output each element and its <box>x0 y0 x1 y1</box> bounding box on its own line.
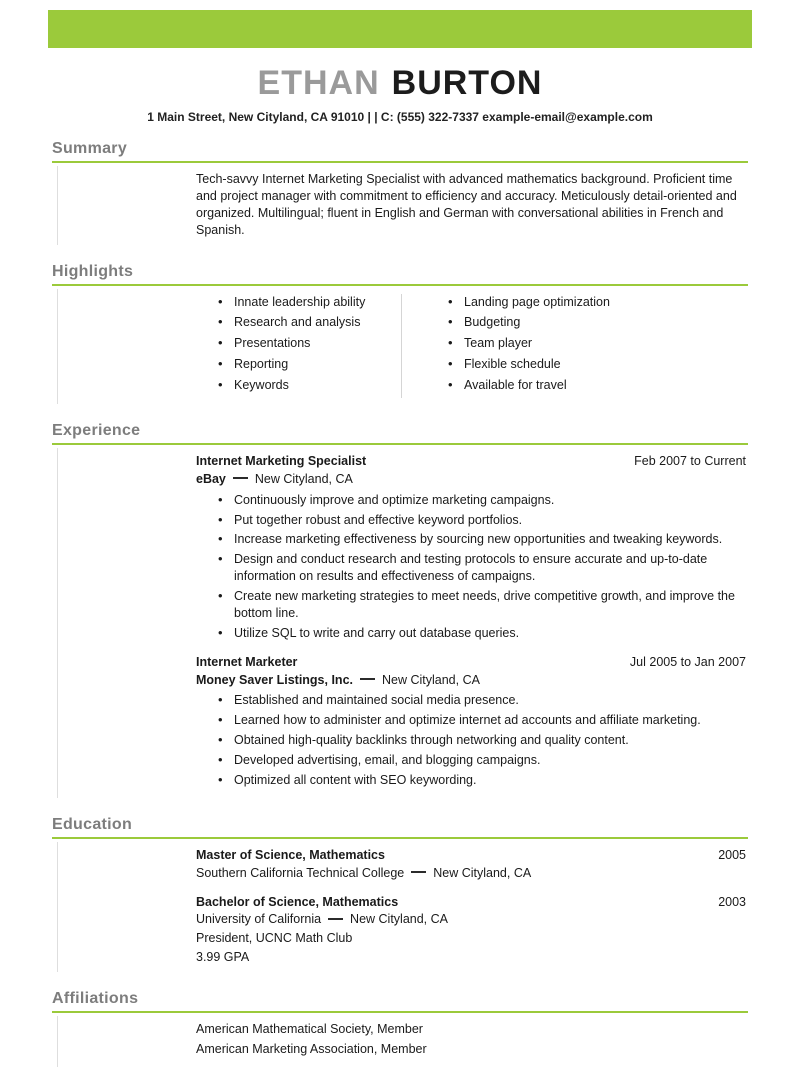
degree-header <box>196 847 746 864</box>
affiliations-vline <box>57 1016 58 1067</box>
degree-year: 2003 <box>718 894 746 909</box>
company-location: New Cityland, CA <box>254 471 353 486</box>
highlight-item: • Flexible schedule <box>446 356 610 373</box>
affiliations-body <box>52 1013 748 1069</box>
highlight-item: • Team player <box>446 335 610 352</box>
degree-extra: President, UCNC Math Club <box>196 931 353 946</box>
job-bullet: • Design and conduct research and testing protocols to ensure accurate and up-to-date information on results and effectiveness of campaigns. <box>216 551 746 585</box>
company-line <box>196 672 746 689</box>
summary-section <box>52 140 748 247</box>
job-bullet-list <box>196 692 746 788</box>
highlights-columns <box>196 294 746 398</box>
accent-top-bar <box>48 10 752 48</box>
school-line <box>196 865 746 882</box>
school-location: New Cityland, CA <box>433 865 532 880</box>
job-bullet: • Obtained high-quality backlinks through networking and quality content. <box>216 732 746 749</box>
degree-extra: 3.99 GPA <box>196 950 250 965</box>
experience-title: Experience <box>52 421 141 439</box>
job-bullet: • Increase marketing effectiveness by sourcing new opportunities and tweaking keywords. <box>216 531 746 548</box>
company-name: eBay <box>196 471 226 486</box>
highlight-item: • Innate leadership ability <box>216 294 391 311</box>
resume-page <box>0 10 800 1069</box>
degree-entry <box>196 847 746 882</box>
highlight-item: • Budgeting <box>446 314 610 331</box>
degree-name: Bachelor of Science, Mathematics <box>196 894 399 909</box>
education-body <box>52 839 748 974</box>
company-name: Money Saver Listings, Inc. <box>196 672 353 687</box>
job-dates: Jul 2005 to Jan 2007 <box>629 654 746 669</box>
resume-content <box>0 140 800 1069</box>
school-line <box>196 911 746 928</box>
dash-separator <box>233 477 248 479</box>
highlight-item: • Landing page optimization <box>446 294 610 311</box>
first-name: ETHAN <box>257 64 380 102</box>
affiliations-section <box>52 990 748 1069</box>
job-title: Internet Marketer <box>196 654 298 669</box>
school-name: Southern California Technical College <box>196 865 405 880</box>
job-entry <box>196 654 746 789</box>
summary-body <box>52 163 748 247</box>
job-dates: Feb 2007 to Current <box>634 453 746 468</box>
affiliations-title: Affiliations <box>52 990 139 1008</box>
highlights-column-left <box>196 294 401 398</box>
job-bullet-list <box>196 492 746 642</box>
highlight-item: • Available for travel <box>446 377 610 394</box>
school-location: New Cityland, CA <box>350 912 448 927</box>
job-bullet: • Put together robust and effective keyword portfolios. <box>216 512 746 529</box>
highlight-item: • Reporting <box>216 356 391 373</box>
last-name: BURTON <box>391 64 543 102</box>
job-bullet: • Create new marketing strategies to meet needs, drive competitive growth, and improve the bottom line. <box>216 588 746 622</box>
experience-vline <box>57 448 58 798</box>
experience-section <box>52 422 748 800</box>
job-bullet: • Learned how to administer and optimize internet ad accounts and affiliate marketing. <box>216 712 746 729</box>
job-bullet: • Optimized all content with SEO keywording. <box>216 772 746 789</box>
affiliation-item: American Mathematical Society, Member <box>196 1022 423 1037</box>
highlights-title: Highlights <box>52 262 134 280</box>
highlights-body <box>52 286 748 406</box>
candidate-name <box>0 64 800 103</box>
highlight-item: • Presentations <box>216 335 391 352</box>
summary-title: Summary <box>52 140 128 158</box>
degree-entry <box>196 894 746 967</box>
degree-header <box>196 894 746 911</box>
education-section <box>52 816 748 974</box>
highlights-vline <box>57 289 58 404</box>
degree-year: 2005 <box>718 847 746 862</box>
job-bullet: • Developed advertising, email, and blogging campaigns. <box>216 752 746 769</box>
job-bullet: • Established and maintained social media presence. <box>216 692 746 709</box>
experience-body <box>52 445 748 800</box>
summary-vline <box>57 166 58 245</box>
company-line <box>196 471 746 488</box>
school-name: University of California <box>196 912 322 927</box>
highlight-item: • Keywords <box>216 377 391 394</box>
job-header <box>196 654 746 671</box>
company-location: New Cityland, CA <box>382 672 480 687</box>
dash-separator <box>328 918 343 920</box>
contact-info: 1 Main Street, New Cityland, CA 91010 | | C: (555) 322-7337 example-email@example.com <box>147 110 653 125</box>
degree-name: Master of Science, Mathematics <box>196 847 385 862</box>
highlights-section <box>52 263 748 406</box>
job-bullet: • Continuously improve and optimize marketing campaigns. <box>216 492 746 509</box>
summary-text: Tech-savvy Internet Marketing Specialist with advanced mathematics background. Proficient time and project manager with commitment to efficiency and accuracy. Meticulously detail-oriented and organized. Multilingual; fluent in English and German with conversational abilities in French and Spanish. <box>196 172 737 237</box>
highlight-item: • Research and analysis <box>216 314 391 331</box>
education-title: Education <box>52 815 133 833</box>
dash-separator <box>360 678 375 680</box>
job-header <box>196 453 746 470</box>
education-vline <box>57 842 58 972</box>
job-title: Internet Marketing Specialist <box>196 453 367 468</box>
affiliation-item: American Marketing Association, Member <box>196 1041 427 1056</box>
dash-separator <box>411 871 426 873</box>
job-entry <box>196 453 746 642</box>
highlights-column-right <box>401 294 610 398</box>
job-bullet: • Utilize SQL to write and carry out database queries. <box>216 625 746 642</box>
